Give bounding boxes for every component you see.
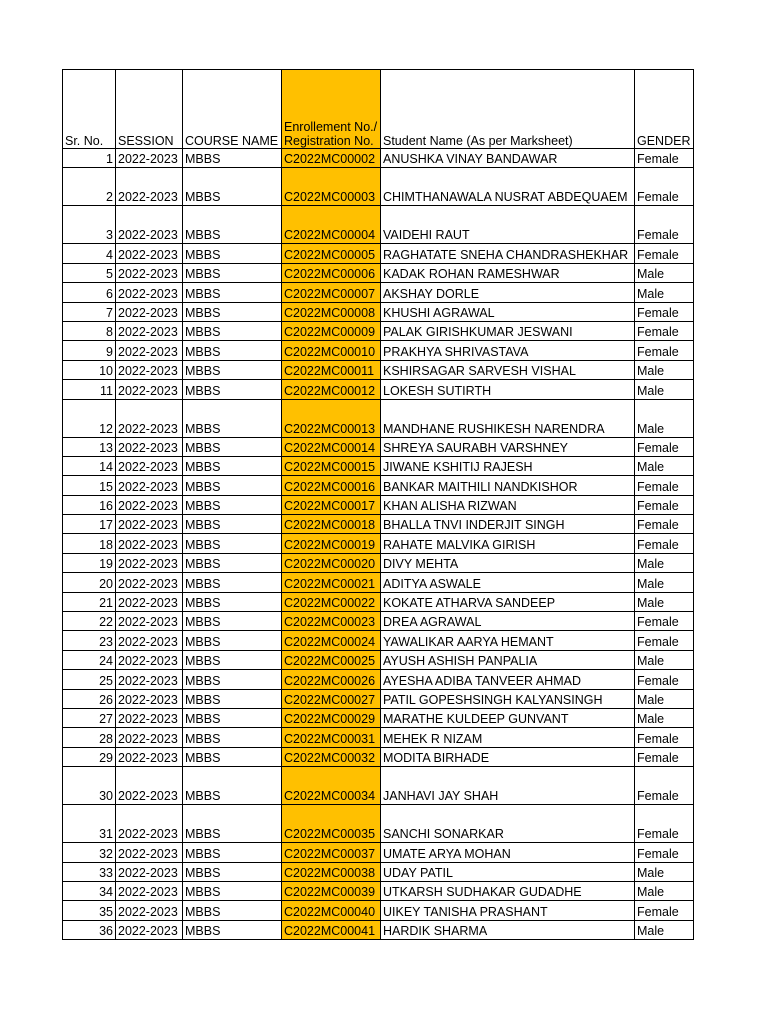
cell-course-name: MBBS	[183, 168, 282, 206]
cell-student-name: MEHEK R NIZAM	[381, 728, 635, 747]
cell-enrollment-no: C2022MC00034	[282, 767, 381, 805]
table-row	[63, 168, 694, 206]
cell-student-name: JIWANE KSHITIJ RAJESH	[381, 456, 635, 475]
cell-enrollment-no: C2022MC00023	[282, 612, 381, 631]
cell-sr-no: 18	[63, 534, 116, 553]
cell-sr-no: 17	[63, 515, 116, 534]
cell-enrollment-no: C2022MC00014	[282, 437, 381, 456]
cell-course-name: MBBS	[183, 728, 282, 747]
cell-student-name: UIKEY TANISHA PRASHANT	[381, 901, 635, 920]
cell-course-name: MBBS	[183, 437, 282, 456]
cell-session: 2022-2023	[116, 553, 183, 572]
cell-session: 2022-2023	[116, 862, 183, 881]
cell-course-name: MBBS	[183, 573, 282, 592]
cell-sr-no: 24	[63, 650, 116, 669]
table-row	[63, 515, 694, 534]
cell-session: 2022-2023	[116, 728, 183, 747]
cell-session: 2022-2023	[116, 341, 183, 360]
cell-session: 2022-2023	[116, 302, 183, 321]
cell-enrollment-no: C2022MC00025	[282, 650, 381, 669]
table-row	[63, 495, 694, 514]
cell-student-name: JANHAVI JAY SHAH	[381, 767, 635, 805]
cell-gender: Male	[635, 573, 694, 592]
header-student-name: Student Name (As per Marksheet)	[381, 70, 635, 149]
cell-course-name: MBBS	[183, 631, 282, 650]
cell-gender: Male	[635, 263, 694, 282]
cell-course-name: MBBS	[183, 592, 282, 611]
cell-course-name: MBBS	[183, 843, 282, 862]
table-row	[63, 767, 694, 805]
cell-sr-no: 16	[63, 495, 116, 514]
cell-sr-no: 30	[63, 767, 116, 805]
cell-student-name: HARDIK SHARMA	[381, 920, 635, 939]
cell-session: 2022-2023	[116, 515, 183, 534]
cell-enrollment-no: C2022MC00004	[282, 206, 381, 244]
cell-student-name: RAHATE MALVIKA GIRISH	[381, 534, 635, 553]
cell-student-name: DIVY MEHTA	[381, 553, 635, 572]
cell-course-name: MBBS	[183, 881, 282, 900]
cell-gender: Female	[635, 302, 694, 321]
cell-session: 2022-2023	[116, 399, 183, 437]
cell-student-name: UTKARSH SUDHAKAR GUDADHE	[381, 881, 635, 900]
cell-sr-no: 1	[63, 149, 116, 168]
cell-enrollment-no: C2022MC00006	[282, 263, 381, 282]
cell-gender: Male	[635, 283, 694, 302]
cell-sr-no: 13	[63, 437, 116, 456]
cell-student-name: LOKESH SUTIRTH	[381, 380, 635, 399]
table-row	[63, 341, 694, 360]
cell-sr-no: 36	[63, 920, 116, 939]
cell-course-name: MBBS	[183, 612, 282, 631]
cell-enrollment-no: C2022MC00032	[282, 747, 381, 766]
table-row	[63, 283, 694, 302]
table-row	[63, 149, 694, 168]
cell-enrollment-no: C2022MC00022	[282, 592, 381, 611]
cell-student-name: AKSHAY DORLE	[381, 283, 635, 302]
table-row	[63, 380, 694, 399]
cell-course-name: MBBS	[183, 805, 282, 843]
cell-student-name: KHAN ALISHA RIZWAN	[381, 495, 635, 514]
cell-course-name: MBBS	[183, 360, 282, 379]
header-course-name: COURSE NAME	[183, 70, 282, 149]
cell-course-name: MBBS	[183, 149, 282, 168]
cell-gender: Female	[635, 515, 694, 534]
table-row	[63, 206, 694, 244]
table-row	[63, 263, 694, 282]
cell-student-name: BHALLA TNVI INDERJIT SINGH	[381, 515, 635, 534]
cell-session: 2022-2023	[116, 708, 183, 727]
cell-student-name: PALAK GIRISHKUMAR JESWANI	[381, 321, 635, 340]
cell-sr-no: 4	[63, 244, 116, 263]
cell-session: 2022-2023	[116, 360, 183, 379]
cell-session: 2022-2023	[116, 244, 183, 263]
cell-gender: Female	[635, 805, 694, 843]
cell-sr-no: 28	[63, 728, 116, 747]
cell-session: 2022-2023	[116, 534, 183, 553]
table-row	[63, 573, 694, 592]
cell-session: 2022-2023	[116, 689, 183, 708]
cell-course-name: MBBS	[183, 302, 282, 321]
table-row	[63, 456, 694, 475]
cell-session: 2022-2023	[116, 263, 183, 282]
cell-gender: Male	[635, 360, 694, 379]
cell-sr-no: 31	[63, 805, 116, 843]
cell-student-name: MARATHE KULDEEP GUNVANT	[381, 708, 635, 727]
cell-sr-no: 11	[63, 380, 116, 399]
table-row	[63, 901, 694, 920]
cell-enrollment-no: C2022MC00038	[282, 862, 381, 881]
cell-session: 2022-2023	[116, 456, 183, 475]
cell-session: 2022-2023	[116, 670, 183, 689]
table-row	[63, 728, 694, 747]
cell-enrollment-no: C2022MC00041	[282, 920, 381, 939]
cell-sr-no: 20	[63, 573, 116, 592]
cell-student-name: AYESHA ADIBA TANVEER AHMAD	[381, 670, 635, 689]
cell-course-name: MBBS	[183, 283, 282, 302]
cell-enrollment-no: C2022MC00040	[282, 901, 381, 920]
cell-session: 2022-2023	[116, 168, 183, 206]
cell-session: 2022-2023	[116, 650, 183, 669]
cell-session: 2022-2023	[116, 767, 183, 805]
cell-enrollment-no: C2022MC00010	[282, 341, 381, 360]
cell-sr-no: 19	[63, 553, 116, 572]
cell-gender: Female	[635, 206, 694, 244]
cell-gender: Male	[635, 920, 694, 939]
header-enrollment-no: Enrollement No./ Registration No.	[282, 70, 381, 149]
table-row	[63, 650, 694, 669]
cell-enrollment-no: C2022MC00019	[282, 534, 381, 553]
cell-enrollment-no: C2022MC00013	[282, 399, 381, 437]
cell-gender: Female	[635, 534, 694, 553]
cell-gender: Female	[635, 168, 694, 206]
cell-course-name: MBBS	[183, 747, 282, 766]
cell-student-name: ANUSHKA VINAY BANDAWAR	[381, 149, 635, 168]
cell-session: 2022-2023	[116, 283, 183, 302]
cell-sr-no: 3	[63, 206, 116, 244]
cell-course-name: MBBS	[183, 708, 282, 727]
cell-enrollment-no: C2022MC00029	[282, 708, 381, 727]
cell-enrollment-no: C2022MC00027	[282, 689, 381, 708]
cell-gender: Male	[635, 881, 694, 900]
cell-enrollment-no: C2022MC00037	[282, 843, 381, 862]
cell-sr-no: 21	[63, 592, 116, 611]
cell-student-name: CHIMTHANAWALA NUSRAT ABDEQUAEM	[381, 168, 635, 206]
table-row	[63, 302, 694, 321]
cell-session: 2022-2023	[116, 149, 183, 168]
cell-sr-no: 33	[63, 862, 116, 881]
cell-course-name: MBBS	[183, 534, 282, 553]
cell-enrollment-no: C2022MC00012	[282, 380, 381, 399]
cell-course-name: MBBS	[183, 767, 282, 805]
cell-gender: Male	[635, 650, 694, 669]
cell-gender: Female	[635, 495, 694, 514]
cell-sr-no: 12	[63, 399, 116, 437]
table-row	[63, 476, 694, 495]
cell-sr-no: 32	[63, 843, 116, 862]
table-row	[63, 881, 694, 900]
cell-enrollment-no: C2022MC00039	[282, 881, 381, 900]
cell-gender: Male	[635, 399, 694, 437]
cell-sr-no: 10	[63, 360, 116, 379]
cell-session: 2022-2023	[116, 380, 183, 399]
cell-student-name: SANCHI SONARKAR	[381, 805, 635, 843]
cell-gender: Male	[635, 553, 694, 572]
cell-gender: Female	[635, 843, 694, 862]
cell-student-name: BANKAR MAITHILI NANDKISHOR	[381, 476, 635, 495]
table-row	[63, 360, 694, 379]
cell-sr-no: 5	[63, 263, 116, 282]
cell-sr-no: 15	[63, 476, 116, 495]
cell-sr-no: 7	[63, 302, 116, 321]
cell-session: 2022-2023	[116, 206, 183, 244]
cell-session: 2022-2023	[116, 612, 183, 631]
cell-student-name: MODITA BIRHADE	[381, 747, 635, 766]
cell-course-name: MBBS	[183, 920, 282, 939]
table-row	[63, 553, 694, 572]
cell-sr-no: 34	[63, 881, 116, 900]
cell-session: 2022-2023	[116, 920, 183, 939]
cell-student-name: ADITYA ASWALE	[381, 573, 635, 592]
cell-gender: Female	[635, 244, 694, 263]
cell-enrollment-no: C2022MC00035	[282, 805, 381, 843]
cell-session: 2022-2023	[116, 805, 183, 843]
cell-course-name: MBBS	[183, 553, 282, 572]
cell-student-name: KOKATE ATHARVA SANDEEP	[381, 592, 635, 611]
cell-student-name: MANDHANE RUSHIKESH NARENDRA	[381, 399, 635, 437]
table-row	[63, 534, 694, 553]
cell-enrollment-no: C2022MC00021	[282, 573, 381, 592]
cell-student-name: KSHIRSAGAR SARVESH VISHAL	[381, 360, 635, 379]
cell-course-name: MBBS	[183, 263, 282, 282]
cell-student-name: KHUSHI AGRAWAL	[381, 302, 635, 321]
cell-course-name: MBBS	[183, 206, 282, 244]
cell-gender: Female	[635, 476, 694, 495]
cell-course-name: MBBS	[183, 650, 282, 669]
cell-gender: Female	[635, 670, 694, 689]
cell-student-name: AYUSH ASHISH PANPALIA	[381, 650, 635, 669]
cell-session: 2022-2023	[116, 495, 183, 514]
table-row	[63, 805, 694, 843]
cell-course-name: MBBS	[183, 476, 282, 495]
cell-gender: Male	[635, 862, 694, 881]
cell-course-name: MBBS	[183, 380, 282, 399]
cell-student-name: UMATE ARYA MOHAN	[381, 843, 635, 862]
header-row	[63, 70, 694, 149]
table-row	[63, 612, 694, 631]
cell-course-name: MBBS	[183, 862, 282, 881]
cell-enrollment-no: C2022MC00009	[282, 321, 381, 340]
cell-enrollment-no: C2022MC00011	[282, 360, 381, 379]
cell-session: 2022-2023	[116, 573, 183, 592]
cell-gender: Female	[635, 437, 694, 456]
cell-course-name: MBBS	[183, 689, 282, 708]
cell-session: 2022-2023	[116, 321, 183, 340]
cell-enrollment-no: C2022MC00007	[282, 283, 381, 302]
cell-sr-no: 27	[63, 708, 116, 727]
cell-gender: Female	[635, 631, 694, 650]
cell-student-name: DREA AGRAWAL	[381, 612, 635, 631]
cell-enrollment-no: C2022MC00002	[282, 149, 381, 168]
table-row	[63, 670, 694, 689]
cell-session: 2022-2023	[116, 437, 183, 456]
cell-course-name: MBBS	[183, 495, 282, 514]
cell-gender: Male	[635, 708, 694, 727]
cell-enrollment-no: C2022MC00026	[282, 670, 381, 689]
cell-course-name: MBBS	[183, 399, 282, 437]
table-row	[63, 399, 694, 437]
cell-gender: Female	[635, 767, 694, 805]
cell-student-name: PRAKHYA SHRIVASTAVA	[381, 341, 635, 360]
table-row	[63, 843, 694, 862]
cell-course-name: MBBS	[183, 321, 282, 340]
cell-enrollment-no: C2022MC00024	[282, 631, 381, 650]
table-row	[63, 592, 694, 611]
table-row	[63, 920, 694, 939]
cell-student-name: KADAK ROHAN RAMESHWAR	[381, 263, 635, 282]
student-table-body	[63, 70, 694, 940]
cell-sr-no: 9	[63, 341, 116, 360]
cell-gender: Male	[635, 380, 694, 399]
cell-enrollment-no: C2022MC00015	[282, 456, 381, 475]
cell-sr-no: 26	[63, 689, 116, 708]
table-row	[63, 689, 694, 708]
cell-student-name: PATIL GOPESHSINGH KALYANSINGH	[381, 689, 635, 708]
cell-gender: Female	[635, 612, 694, 631]
cell-gender: Female	[635, 341, 694, 360]
table-row	[63, 321, 694, 340]
table-row	[63, 437, 694, 456]
cell-enrollment-no: C2022MC00018	[282, 515, 381, 534]
cell-enrollment-no: C2022MC00031	[282, 728, 381, 747]
cell-sr-no: 2	[63, 168, 116, 206]
cell-session: 2022-2023	[116, 476, 183, 495]
cell-sr-no: 23	[63, 631, 116, 650]
cell-course-name: MBBS	[183, 341, 282, 360]
cell-enrollment-no: C2022MC00016	[282, 476, 381, 495]
cell-gender: Female	[635, 149, 694, 168]
cell-course-name: MBBS	[183, 456, 282, 475]
header-gender: GENDER	[635, 70, 694, 149]
cell-sr-no: 22	[63, 612, 116, 631]
cell-gender: Female	[635, 901, 694, 920]
cell-course-name: MBBS	[183, 670, 282, 689]
cell-enrollment-no: C2022MC00005	[282, 244, 381, 263]
cell-enrollment-no: C2022MC00017	[282, 495, 381, 514]
cell-session: 2022-2023	[116, 592, 183, 611]
cell-student-name: RAGHATATE SNEHA CHANDRASHEKHAR	[381, 244, 635, 263]
table-row	[63, 244, 694, 263]
cell-session: 2022-2023	[116, 881, 183, 900]
header-sr-no: Sr. No.	[63, 70, 116, 149]
header-session: SESSION	[116, 70, 183, 149]
cell-gender: Female	[635, 747, 694, 766]
cell-student-name: UDAY PATIL	[381, 862, 635, 881]
cell-student-name: YAWALIKAR AARYA HEMANT	[381, 631, 635, 650]
cell-course-name: MBBS	[183, 244, 282, 263]
cell-course-name: MBBS	[183, 901, 282, 920]
table-row	[63, 708, 694, 727]
cell-sr-no: 8	[63, 321, 116, 340]
table-row	[63, 747, 694, 766]
cell-sr-no: 35	[63, 901, 116, 920]
cell-gender: Male	[635, 592, 694, 611]
cell-enrollment-no: C2022MC00020	[282, 553, 381, 572]
cell-gender: Female	[635, 321, 694, 340]
cell-student-name: SHREYA SAURABH VARSHNEY	[381, 437, 635, 456]
cell-sr-no: 14	[63, 456, 116, 475]
cell-session: 2022-2023	[116, 747, 183, 766]
student-table	[62, 69, 694, 940]
cell-enrollment-no: C2022MC00003	[282, 168, 381, 206]
cell-session: 2022-2023	[116, 901, 183, 920]
cell-student-name: VAIDEHI RAUT	[381, 206, 635, 244]
cell-sr-no: 29	[63, 747, 116, 766]
cell-course-name: MBBS	[183, 515, 282, 534]
cell-sr-no: 6	[63, 283, 116, 302]
cell-sr-no: 25	[63, 670, 116, 689]
cell-enrollment-no: C2022MC00008	[282, 302, 381, 321]
cell-session: 2022-2023	[116, 631, 183, 650]
table-row	[63, 862, 694, 881]
cell-gender: Male	[635, 689, 694, 708]
cell-gender: Male	[635, 456, 694, 475]
table-row	[63, 631, 694, 650]
cell-session: 2022-2023	[116, 843, 183, 862]
cell-gender: Female	[635, 728, 694, 747]
